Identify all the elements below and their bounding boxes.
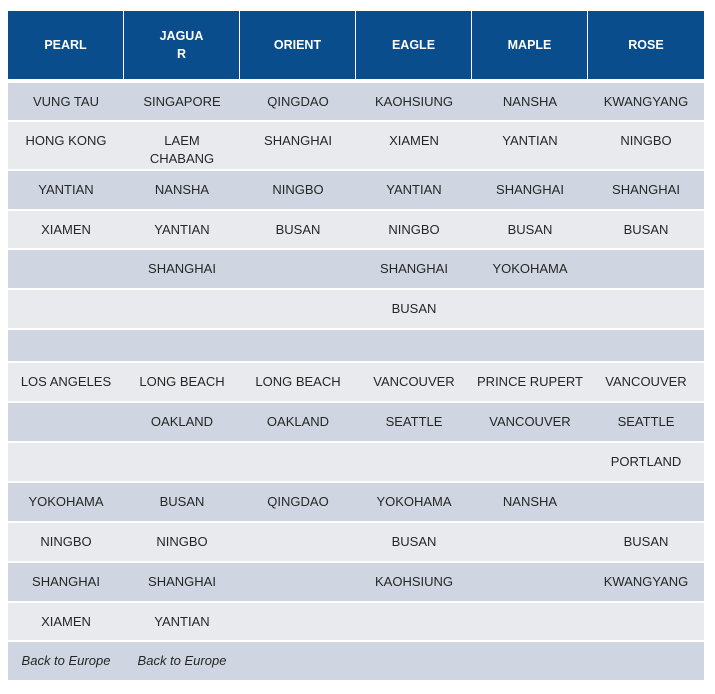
- table-cell: [356, 363, 472, 403]
- table-cell: [472, 290, 588, 330]
- table-row: [8, 363, 704, 403]
- table-cell: [588, 523, 704, 563]
- table-body: [8, 83, 704, 682]
- cell-text: YANTIAN: [154, 222, 210, 237]
- cell-text: LOS ANGELES: [20, 374, 112, 389]
- cell-text: SHANGHAI: [32, 574, 100, 589]
- table-cell: [588, 250, 704, 290]
- cell-text: YOKOHAMA: [492, 261, 568, 276]
- table-row: [8, 523, 704, 563]
- column-header-jaguar-line-2: R: [176, 47, 187, 61]
- column-header-pearl: PEARL: [8, 11, 124, 79]
- table-cell: [588, 603, 704, 642]
- table-cell: [240, 642, 356, 682]
- cell-text: SHANGHAI: [496, 182, 564, 197]
- table-cell: [124, 290, 240, 330]
- table-cell: [588, 290, 704, 330]
- cell-text: Back to Europe: [21, 653, 111, 668]
- column-header-jaguar: [124, 11, 240, 79]
- cell-text: SHANGHAI: [380, 261, 448, 276]
- cell-text: SHANGHAI: [148, 574, 216, 589]
- table-row: [8, 330, 704, 363]
- table-cell: [356, 122, 472, 171]
- cell-text: PRINCE RUPERT: [477, 374, 583, 389]
- table-cell: [8, 483, 124, 523]
- column-header-maple: MAPLE: [472, 11, 588, 79]
- table-row: [8, 171, 704, 211]
- table-cell: [8, 563, 124, 603]
- cell-text: YANTIAN: [386, 182, 442, 197]
- cell-text: VANCOUVER: [489, 414, 571, 429]
- table-cell: [472, 523, 588, 563]
- cell-text: BUSAN: [623, 534, 669, 549]
- table-cell: [8, 603, 124, 642]
- table-cell: [240, 171, 356, 211]
- cell-text: BUSAN: [275, 222, 321, 237]
- cell-text: SINGAPORE: [143, 94, 221, 109]
- table-cell: [8, 330, 124, 363]
- table-cell: [356, 443, 472, 483]
- table-cell: [472, 483, 588, 523]
- cell-text: YOKOHAMA: [376, 494, 452, 509]
- cell-text: YANTIAN: [502, 133, 558, 148]
- table-cell: [124, 250, 240, 290]
- table-cell: [588, 642, 704, 682]
- cell-text: BUSAN: [391, 301, 437, 316]
- cell-text: NINGBO: [156, 534, 208, 549]
- table-cell: [124, 122, 240, 171]
- table-cell: [588, 330, 704, 363]
- table-cell: [124, 523, 240, 563]
- cell-text: HONG KONG: [25, 133, 107, 148]
- port-rotation-table: [8, 11, 704, 682]
- table-cell: [356, 211, 472, 250]
- table-cell: [124, 403, 240, 443]
- cell-text: NINGBO: [40, 534, 92, 549]
- table-cell: [472, 403, 588, 443]
- column-header-rose: ROSE: [588, 11, 704, 79]
- cell-text: KAOHSIUNG: [374, 574, 453, 589]
- table-cell: [356, 642, 472, 682]
- table-cell: [472, 211, 588, 250]
- cell-text: VUNG TAU: [33, 94, 99, 109]
- table-cell: [240, 122, 356, 171]
- cell-text: NINGBO: [272, 182, 324, 197]
- table-cell: [472, 603, 588, 642]
- table-cell: [8, 642, 124, 682]
- cell-text: SHANGHAI: [612, 182, 680, 197]
- cell-text: YANTIAN: [38, 182, 94, 197]
- table-cell: [8, 83, 124, 122]
- cell-text: CHABANG: [149, 151, 215, 166]
- table-row: [8, 211, 704, 250]
- cell-text: NINGBO: [620, 133, 672, 148]
- column-header-eagle: EAGLE: [356, 11, 472, 79]
- table-cell: [356, 330, 472, 363]
- cell-text: XIAMEN: [41, 614, 91, 629]
- table-cell: [124, 211, 240, 250]
- table-cell: [472, 443, 588, 483]
- table-cell: [124, 330, 240, 363]
- cell-text: SEATTLE: [385, 414, 443, 429]
- table-cell: [8, 363, 124, 403]
- table-cell: [588, 83, 704, 122]
- table-cell: [472, 642, 588, 682]
- table-cell: [588, 211, 704, 250]
- table-cell: [8, 250, 124, 290]
- table-cell: [124, 443, 240, 483]
- column-header-jaguar-line-1: JAGUA: [159, 29, 204, 43]
- table-row: [8, 290, 704, 330]
- table-cell: [588, 363, 704, 403]
- table-cell: [588, 483, 704, 523]
- cell-text: LONG BEACH: [139, 374, 225, 389]
- cell-text: QINGDAO: [267, 94, 329, 109]
- table-cell: [240, 563, 356, 603]
- cell-text: BUSAN: [159, 494, 205, 509]
- table-cell: [8, 211, 124, 250]
- table-cell: [240, 250, 356, 290]
- table-row: [8, 83, 704, 122]
- table-cell: [124, 171, 240, 211]
- cell-text: NANSHA: [502, 494, 558, 509]
- cell-text: SEATTLE: [617, 414, 675, 429]
- table-cell: [124, 363, 240, 403]
- table-cell: [588, 122, 704, 171]
- cell-text: LAEM: [164, 133, 200, 148]
- table-cell: [472, 330, 588, 363]
- table-cell: [356, 603, 472, 642]
- table-row: [8, 642, 704, 682]
- table-cell: [240, 83, 356, 122]
- cell-text: BUSAN: [623, 222, 669, 237]
- table-cell: [240, 290, 356, 330]
- cell-text: BUSAN: [391, 534, 437, 549]
- table-cell: [8, 403, 124, 443]
- cell-text: YOKOHAMA: [28, 494, 104, 509]
- cell-text: YANTIAN: [154, 614, 210, 629]
- table-cell: [356, 250, 472, 290]
- header-row: [8, 11, 704, 79]
- table-row: [8, 483, 704, 523]
- table-cell: [124, 642, 240, 682]
- table-row: [8, 122, 704, 171]
- table-cell: [356, 171, 472, 211]
- table-cell: [588, 403, 704, 443]
- cell-text: NINGBO: [388, 222, 440, 237]
- table-row: [8, 250, 704, 290]
- table-cell: [356, 483, 472, 523]
- table-cell: [240, 523, 356, 563]
- table-cell: [588, 443, 704, 483]
- cell-text: OAKLAND: [266, 414, 330, 429]
- cell-text: SHANGHAI: [264, 133, 332, 148]
- cell-text: LONG BEACH: [255, 374, 341, 389]
- table-cell: [472, 363, 588, 403]
- cell-text: KWANGYANG: [603, 94, 689, 109]
- column-header-orient: ORIENT: [240, 11, 356, 79]
- cell-text: VANCOUVER: [605, 374, 687, 389]
- table-cell: [8, 122, 124, 171]
- cell-text: QINGDAO: [267, 494, 329, 509]
- table-row: [8, 563, 704, 603]
- table-cell: [356, 290, 472, 330]
- table-cell: [472, 171, 588, 211]
- cell-text: NANSHA: [154, 182, 210, 197]
- cell-text: SHANGHAI: [148, 261, 216, 276]
- table-cell: [240, 483, 356, 523]
- cell-text: NANSHA: [502, 94, 558, 109]
- table-cell: [588, 563, 704, 603]
- table-cell: [124, 563, 240, 603]
- cell-text: XIAMEN: [389, 133, 439, 148]
- table-cell: [588, 171, 704, 211]
- cell-text: OAKLAND: [150, 414, 214, 429]
- table-cell: [240, 363, 356, 403]
- table-cell: [356, 83, 472, 122]
- table-cell: [8, 290, 124, 330]
- table-cell: [240, 443, 356, 483]
- cell-text: Back to Europe: [137, 653, 227, 668]
- table-cell: [124, 483, 240, 523]
- table-cell: [240, 403, 356, 443]
- cell-text: XIAMEN: [41, 222, 91, 237]
- port-rotation-table-container: [8, 11, 704, 682]
- table-cell: [8, 443, 124, 483]
- table-row: [8, 443, 704, 483]
- table-cell: [124, 83, 240, 122]
- cell-text: KAOHSIUNG: [374, 94, 453, 109]
- table-cell: [240, 330, 356, 363]
- cell-text: KWANGYANG: [603, 574, 689, 589]
- table-cell: [8, 523, 124, 563]
- table-cell: [124, 603, 240, 642]
- table-cell: [8, 171, 124, 211]
- cell-text: VANCOUVER: [373, 374, 455, 389]
- table-cell: [472, 250, 588, 290]
- table-row: [8, 603, 704, 642]
- table-cell: [356, 403, 472, 443]
- table-cell: [356, 563, 472, 603]
- cell-text: BUSAN: [507, 222, 553, 237]
- table-row: [8, 403, 704, 443]
- table-cell: [472, 563, 588, 603]
- table-cell: [240, 211, 356, 250]
- table-cell: [472, 122, 588, 171]
- table-cell: [472, 83, 588, 122]
- table-cell: [356, 523, 472, 563]
- table-cell: [240, 603, 356, 642]
- cell-text: PORTLAND: [610, 454, 682, 469]
